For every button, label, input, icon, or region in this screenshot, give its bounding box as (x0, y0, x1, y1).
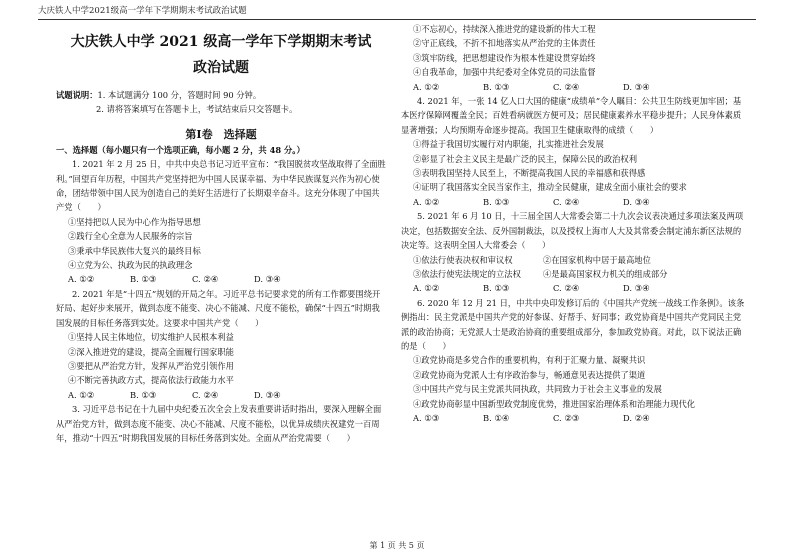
choice-b[interactable]: B. ①③ (483, 81, 510, 92)
right-column (401, 22, 749, 425)
choice-d[interactable]: D. ③④ (254, 389, 281, 400)
choice-b[interactable]: B. ①③ (483, 283, 510, 294)
answer-choices (401, 411, 749, 425)
choice-d[interactable]: D. ③④ (623, 81, 650, 92)
choice-b[interactable]: B. ①④ (483, 412, 510, 423)
choice-d[interactable]: D. ③④ (623, 283, 650, 294)
option: ①坚持人民主体地位，切实维护人民根本利益 (68, 332, 234, 343)
option: ①坚持把以人民为中心作为指导思想 (68, 216, 201, 227)
option: ①依法行使表决权和审议权 (413, 254, 513, 265)
option: ②在国家机构中居于最高地位 (543, 254, 651, 265)
option: ①不忘初心，持续深入推进党的建设新的伟大工程 (413, 24, 596, 34)
question-stem: 3. 习近平总书记在十九届中央纪委五次全会上发表重要讲话时指出，要深入理解全面从严治党方针，做到态度不能变、决心不能减、尺度不能松，以优异成绩庆祝建党一百周年，推动“十四五”时期我国发展的目标任务落到实处。全面从严治党需要（ ） (56, 404, 382, 443)
option: ③依法行使宪法规定的立法权 (413, 268, 521, 279)
answer-choices (56, 272, 386, 286)
choice-d[interactable]: D. ③④ (623, 196, 650, 207)
choice-a[interactable]: A. ①② (68, 274, 95, 285)
option: ②践行全心全意为人民服务的宗旨 (68, 231, 193, 242)
choice-a[interactable]: A. ①② (413, 196, 440, 207)
choice-a[interactable]: A. ①③ (413, 412, 440, 423)
left-column (56, 22, 386, 445)
answer-choices (401, 195, 749, 209)
instructions (56, 88, 386, 117)
option: ②守正底线，不折不扣地落实从严治党的主体责任 (413, 38, 596, 49)
choice-d[interactable]: D. ②④ (623, 412, 650, 423)
choice-b[interactable]: B. ①③ (130, 274, 157, 285)
question-stem: 6. 2020 年 12 月 21 日，中共中央印发修订后的《中国共产党统一战线工作条例》。该条例指出：民主党派是中国共产党的好参谋、好帮手、好同事；政党协商是中国共产党同民主党派的政治协商；无党派人士是政治协商的重要组成部分，参加政党协商。对此，以下说法正确的是（ ） (401, 297, 745, 351)
answer-choices (401, 80, 749, 94)
answer-choices (56, 388, 386, 402)
instruction-2: 2. 请将答案填写在答题卡上，考试结束后只交答题卡。 (96, 104, 298, 115)
option-row (401, 267, 749, 281)
option: ①政党协商是多党合作的重要机构，有利于汇聚力量、凝聚共识 (413, 355, 646, 366)
option: ③筑牢防线，把思想建设作为根本性建设贯穿始终 (413, 52, 596, 63)
choice-a[interactable]: A. ①② (413, 81, 440, 92)
page-header: 大庆铁人中学2021级高一学年下学期期末考试政治试题 (38, 3, 756, 20)
choice-b[interactable]: B. ①③ (483, 196, 510, 207)
option: ②彰显了社会主义民主是最广泛的民主，保障公民的政治权利 (413, 153, 638, 164)
choice-c[interactable]: C. ②④ (192, 389, 219, 400)
option: ③要把从严治党方针，发挥从严治党引领作用 (68, 360, 234, 371)
question-3-options (401, 22, 749, 94)
question-3 (56, 402, 386, 445)
question-stem: 4. 2021 年，一张 14 亿人口大国的健康“成绩单”令人瞩目：公共卫生防线更加牢固；基本医疗保障网覆盖全民；百姓看病就医方便可及；居民健康素养水平稳步提升；人民身体素质显著增强；人均预期寿命逐步提高。我国卫生健康取得的成绩（ ） (401, 96, 742, 135)
option: ④自我革命，加强中共纪委对全体党员的司法监督 (413, 67, 596, 78)
choice-c[interactable]: C. ②④ (553, 196, 580, 207)
exam-subtitle: 政治试题 (193, 60, 249, 76)
page-number: 第 1 页 共 5 页 (369, 541, 425, 550)
choice-a[interactable]: A. ①② (413, 283, 440, 294)
option: ④是最高国家权力机关的组成部分 (543, 268, 668, 279)
option: ③表明我国坚持人民至上，不断提高我国人民的幸福感和获得感 (413, 168, 646, 179)
question-1 (56, 157, 386, 287)
answer-choices (401, 281, 749, 295)
option: ①得益于我国切实履行对内职能，扎实推进社会发展 (413, 139, 604, 150)
instruction-1: 1. 本试题满分 100 分，答题时间 90 分钟。 (97, 90, 262, 100)
choice-c[interactable]: C. ②③ (553, 412, 580, 423)
question-6 (401, 296, 749, 426)
option: ④不断完善执政方式，提高依法行政能力水平 (68, 375, 234, 386)
option: ②政党协商为党派人士有序政治参与，畅通意见表达提供了渠道 (413, 369, 646, 380)
question-2 (56, 287, 386, 402)
question-stem: 5. 2021 年 6 月 10 日，十三届全国人大常委会第二十九次会议表决通过多项法案及两项决定，包括数据安全法、反外国制裁法，以及授权上海市人大及其常委会制定浦东新区法规的决定等。这表明全国人大常委会（ ） (401, 211, 744, 251)
choice-d[interactable]: D. ③④ (254, 274, 281, 285)
choice-b[interactable]: B. ①③ (130, 389, 157, 400)
question-stem: 1. 2021 年 2 月 25 日，中共中央总书记习近平宣布：“我国脱贫攻坚战取得了全面胜利。”回望百年历程，中国共产党坚持把为中国人民谋幸福、为中华民族谋复兴作为初心使命，团结带领中国人民为创造自己的美好生活进行了长期艰辛奋斗。这充分体现了中国共产党（ ） (56, 159, 386, 213)
choice-c[interactable]: C. ②④ (192, 274, 219, 285)
instructions-label: 试题说明： (56, 90, 98, 100)
option: ④证明了我国落实全民当家作主，推动全民健康，建成全面小康社会的要求 (413, 182, 687, 193)
choice-a[interactable]: A. ①② (68, 389, 95, 400)
question-stem: 2. 2021 年是“十四五”规划的开局之年。习近平总书记要求党的所有工作都要围绕开好局、起好步来展开，做到态度不能变、决心不能减、尺度不能松，确保“十四五”时期我国发展的目标任务落到实处。这要求中国共产党（ ） (56, 288, 381, 328)
option: ④立党为公、执政为民的执政理念 (68, 260, 193, 271)
option: ③中国共产党与民主党派共同执政，共同致力于社会主义事业的发展 (413, 384, 662, 395)
section-title: 第Ⅰ卷 选择题 (185, 127, 257, 141)
question-5 (401, 209, 749, 295)
exam-title: 大庆铁人中学 2021 级高一学年下学期期末考试 (70, 34, 372, 50)
option-row (401, 253, 749, 267)
option: ②深入推进党的建设，提高全面履行国家职能 (68, 346, 234, 357)
choice-c[interactable]: C. ②④ (553, 81, 580, 92)
question-4 (401, 94, 749, 209)
option: ④政党协商彰显中国新型政党制度优势，推进国家治理体系和治理能力现代化 (413, 398, 696, 409)
option: ③秉承中华民族伟大复兴的最终目标 (68, 245, 201, 256)
part-heading: 一、选择题（每小题只有一个选项正确，每小题 2 分，共 48 分。） (56, 144, 305, 155)
choice-c[interactable]: C. ②④ (553, 283, 580, 294)
